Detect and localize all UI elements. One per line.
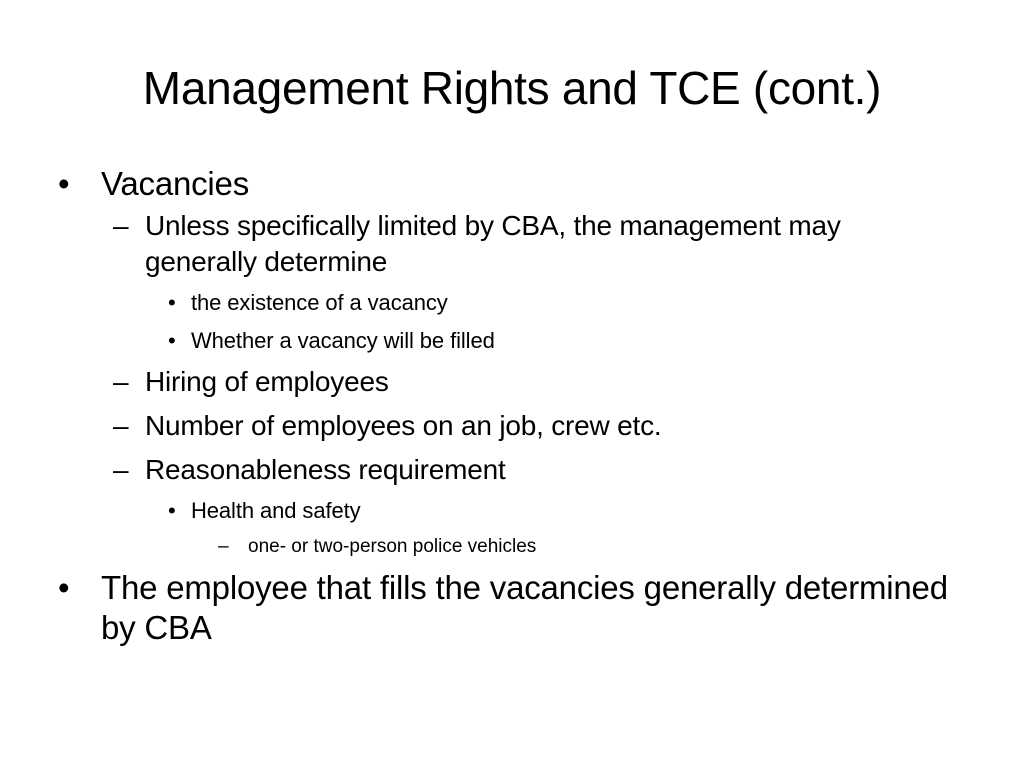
bullet-employee-fills [58,568,958,648]
subbullet-unless-limited [58,208,958,280]
dash-marker: – [113,410,129,441]
dash-marker: – [113,454,129,485]
dash-marker: – [113,210,129,241]
slide-title: Management Rights and TCE (cont.) [142,62,882,114]
bullet-text: Hiring of employees [145,366,389,397]
bullet-marker: • [168,328,176,353]
level4-police-vehicles [58,534,958,560]
subsubbullet-health-safety [58,496,958,526]
bullet-text: Whether a vacancy will be filled [191,328,495,353]
subsubbullet-filled [58,326,958,356]
bullet-marker: • [58,165,70,202]
bullet-text: Unless specifically limited by CBA, the management may generally determine [145,210,841,277]
slide-body [58,164,958,652]
bullet-text: The employee that fills the vacancies generally determined by CBA [101,569,948,646]
dash-marker: – [113,366,129,397]
bullet-vacancies [58,164,958,204]
bullet-text: Reasonableness requirement [145,454,506,485]
bullet-marker: • [168,290,176,315]
bullet-marker: • [58,569,70,606]
dash-marker: – [218,536,229,557]
bullet-marker: • [168,498,176,523]
bullet-text: Health and safety [191,498,361,523]
subsubbullet-existence [58,288,958,318]
subbullet-hiring [58,364,958,400]
bullet-text: one- or two-person police vehicles [248,536,537,557]
subbullet-number-of-employees [58,408,958,444]
subbullet-reasonableness [58,452,958,488]
bullet-text: the existence of a vacancy [191,290,448,315]
bullet-text: Vacancies [101,165,250,202]
bullet-text: Number of employees on an job, crew etc. [145,410,662,441]
